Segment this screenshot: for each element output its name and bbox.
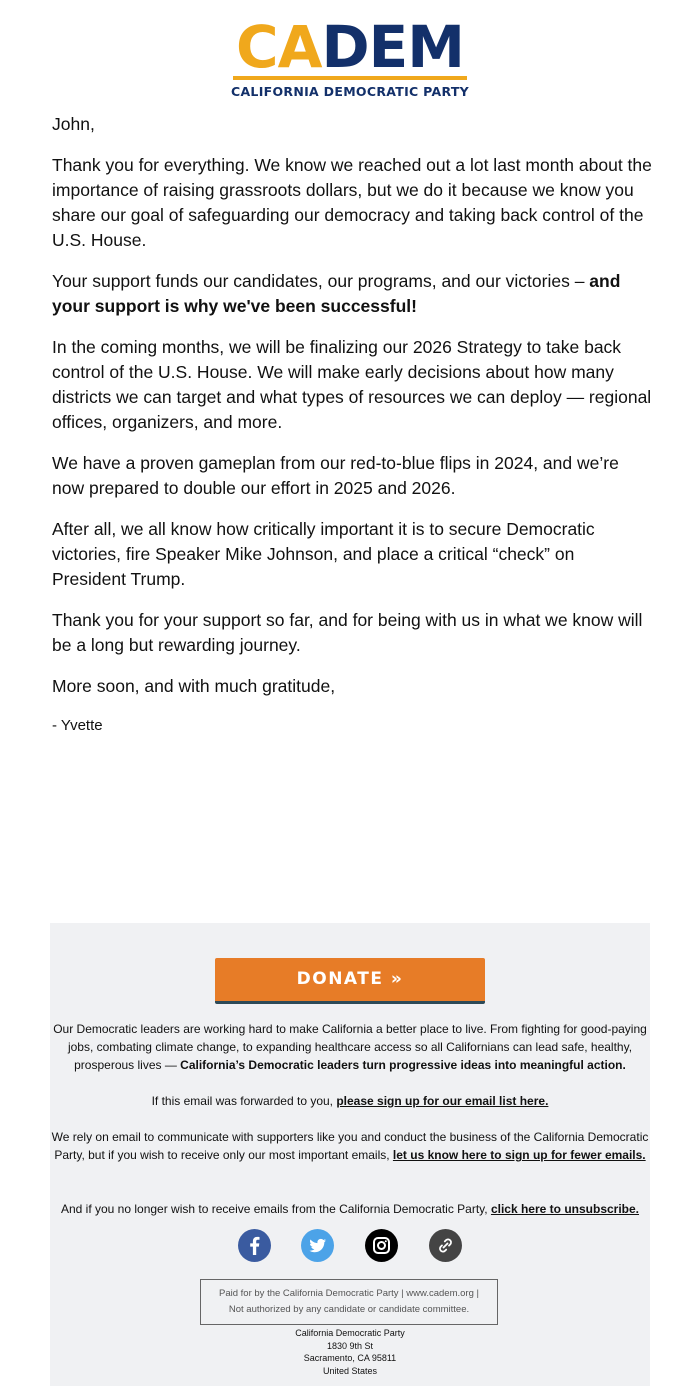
paragraph-2-text: Your support funds our candidates, our programs, and our victories – bbox=[52, 271, 590, 291]
mailing-address bbox=[50, 1327, 650, 1377]
footer-blurb bbox=[50, 1020, 650, 1074]
paragraph-4: We have a proven gameplan from our red-to-blue flips in 2024, and we’re now prepared to double our effort in 2025 and 2026. bbox=[52, 453, 619, 498]
unsubscribe-link[interactable]: click here to unsubscribe. bbox=[490, 1202, 640, 1216]
logo-dem: DEM bbox=[321, 13, 464, 81]
link-icon[interactable] bbox=[429, 1229, 462, 1262]
paid-for-line-1: Paid for by the California Democratic Party | www.cadem.org | bbox=[219, 1288, 479, 1299]
fewer-emails-text: We rely on email to communicate with supporters like you and conduct the business of the California Democratic Party, but if you wish to receive only our most important emails, bbox=[51, 1130, 649, 1162]
footer-blurb-text: Our Democratic leaders are working hard to make California a better place to live. From fighting for good-paying jobs, combating climate change, to expanding healthcare access so all Californians can lead safe, healthy, prosperous lives — bbox=[53, 1022, 647, 1072]
paragraph-6: Thank you for your support so far, and for being with us in what we know will be a long but rewarding journey. bbox=[52, 610, 643, 655]
paid-for-disclaimer bbox=[200, 1279, 498, 1325]
greeting: John, bbox=[52, 114, 95, 134]
cadem-logo bbox=[0, 13, 700, 99]
fewer-emails-link[interactable]: let us know here to sign up for fewer emails. bbox=[392, 1148, 646, 1162]
footer bbox=[50, 923, 650, 1386]
signoff: - Yvette bbox=[52, 717, 103, 734]
forwarded-notice bbox=[50, 1092, 650, 1110]
address-line: Sacramento, CA 95811 bbox=[303, 1353, 397, 1363]
paragraph-3: In the coming months, we will be finalizing our 2026 Strategy to take back control of the U.S. House. We will make early decisions about how many districts we can target and what types of resources we can deploy — regional offices, organizers, and more. bbox=[52, 337, 652, 432]
instagram-icon[interactable] bbox=[365, 1229, 398, 1262]
footer-blurb-bold: California’s Democratic leaders turn progressive ideas into meaningful action. bbox=[180, 1058, 626, 1072]
logo-wordmark bbox=[236, 13, 464, 81]
unsubscribe-notice bbox=[50, 1200, 650, 1218]
twitter-icon[interactable] bbox=[301, 1229, 334, 1262]
paragraph-2 bbox=[52, 269, 652, 319]
signup-link[interactable]: please sign up for our email list here. bbox=[336, 1094, 549, 1108]
paragraph-2-bold: and your support is why we've been successful! bbox=[52, 271, 621, 316]
donate-button[interactable]: DONATE » bbox=[215, 958, 485, 1004]
paragraph-1: Thank you for everything. We know we reached out a lot last month about the importance of raising grassroots dollars, but we do it because we know you share our goal of safeguarding our democracy and taking back control of the U.S. House. bbox=[52, 155, 652, 250]
address-line: 1830 9th St bbox=[326, 1340, 374, 1351]
logo-subtitle: CALIFORNIA DEMOCRATIC PARTY bbox=[230, 84, 469, 99]
social-links bbox=[50, 1229, 650, 1263]
letter-body bbox=[52, 112, 652, 753]
paid-for-line-2: Not authorized by any candidate or candidate committee. bbox=[228, 1304, 470, 1315]
paragraph-7: More soon, and with much gratitude, bbox=[52, 676, 336, 696]
address-line: United States bbox=[322, 1365, 378, 1376]
logo-ca: CA bbox=[236, 13, 322, 81]
facebook-icon[interactable] bbox=[238, 1229, 271, 1262]
paragraph-5: After all, we all know how critically important it is to secure Democratic victories, fire Speaker Mike Johnson, and place a critical “check” on President Trump. bbox=[52, 519, 595, 589]
address-line: California Democratic Party bbox=[295, 1328, 405, 1338]
unsubscribe-text: And if you no longer wish to receive emails from the California Democratic Party, bbox=[60, 1202, 491, 1216]
forwarded-text: If this email was forwarded to you, bbox=[151, 1094, 337, 1108]
fewer-emails-notice bbox=[50, 1128, 650, 1164]
